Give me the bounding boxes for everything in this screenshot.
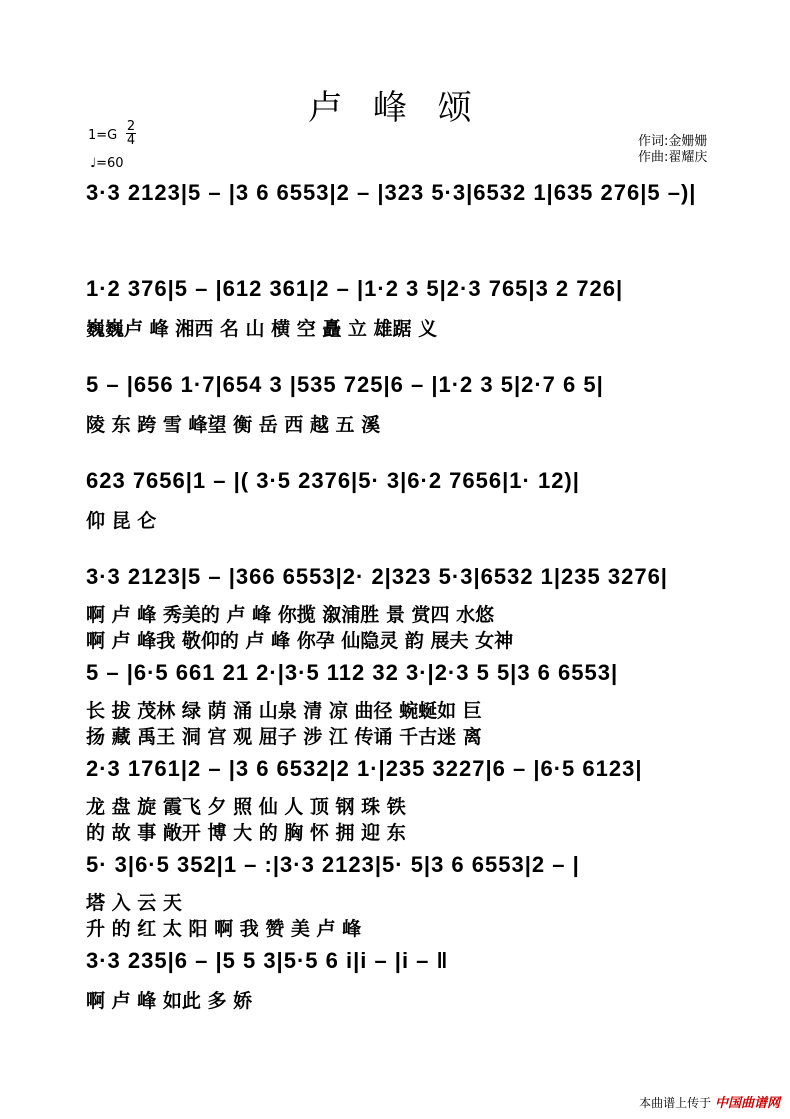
notation-line-2: 1·2 376|5 – |612 361|2 – |1·2 3 5|2·3 765|3 2 726|: [86, 276, 624, 301]
notation-line-4: 623 7656|1 – |( 3·5 2376|5· 3|6·2 7656|1· 12)|: [86, 468, 580, 493]
lyric-line-8-verse-2: 升 的 红 太 阳 啊 我 赞 美 卢 峰: [86, 918, 362, 940]
notation-line-3: 5 – |656 1·7|654 3 |535 725|6 – |1·2 3 5|2·7 6 5|: [86, 372, 604, 397]
notation-line-6: 5 – |6·5 661 21 2·|3·5 112 32 3·|2·3 5 5|3 6 6553|: [86, 660, 619, 685]
upload-credit-text: 本曲谱上传于: [639, 1096, 712, 1110]
lyric-line-5-verse-1: 啊 卢 峰 秀美的 卢 峰 你揽 溆浦胜 景 赏四 水悠: [86, 604, 495, 626]
page-title: 卢 峰 颂: [308, 88, 482, 128]
key-signature: 1=G: [88, 128, 118, 143]
lyric-line-9: 啊 卢 峰 如此 多 娇: [86, 990, 253, 1012]
site-logo[interactable]: 中国曲谱网: [714, 1096, 780, 1111]
upload-credit: [639, 1092, 780, 1111]
lyric-line-4: 仰 昆 仑: [86, 510, 157, 532]
time-signature: [126, 120, 136, 147]
lyricist-credit: 作词:金姗姗: [638, 134, 708, 149]
lyric-line-5-verse-2: 啊 卢 峰我 敬仰的 卢 峰 你孕 仙隐灵 韵 展夫 女神: [86, 630, 514, 652]
lyric-line-7-verse-1: 龙 盘 旋 霞飞 夕 照 仙 人 顶 钢 珠 铁: [86, 796, 406, 818]
lyric-line-6-verse-2: 扬 藏 禹王 洞 宫 观 屈子 涉 江 传诵 千古迷 离: [86, 726, 482, 748]
notation-line-5: 3·3 2123|5 – |366 6553|2· 2|323 5·3|6532 1|235 3276|: [86, 564, 668, 589]
notation-line-9: 3·3 235|6 – |5 5 3|5·5 6 i|i – |i – ‖: [86, 948, 449, 973]
lyric-line-6-verse-1: 长 拔 茂林 绿 荫 涌 山泉 清 凉 曲径 蜿蜒如 巨: [86, 700, 482, 722]
tempo-marking: ♩=60: [90, 156, 124, 171]
lyric-line-2: 巍巍卢 峰 湘西 名 山 横 空 矗 立 雄踞 义: [86, 318, 438, 340]
time-signature-bottom: 4: [126, 133, 136, 148]
notation-line-1: 3·3 2123|5 – |3 6 6553|2 – |323 5·3|6532 1|635 276|5 –)|: [86, 180, 697, 205]
lyric-line-7-verse-2: 的 故 事 敞开 博 大 的 胸 怀 拥 迎 东: [86, 822, 406, 844]
notation-line-8: 5· 3|6·5 352|1 – :|3·3 2123|5· 5|3 6 6553|2 – |: [86, 852, 580, 877]
lyric-line-8-verse-1: 塔 入 云 天: [86, 892, 182, 914]
composer-credit: 作曲:翟耀庆: [638, 150, 708, 165]
time-signature-top: 2: [126, 119, 136, 134]
notation-line-7: 2·3 1761|2 – |3 6 6532|2 1·|235 3227|6 – |6·5 6123|: [86, 756, 643, 781]
lyric-line-3: 陵 东 跨 雪 峰望 衡 岳 西 越 五 溪: [86, 414, 381, 436]
